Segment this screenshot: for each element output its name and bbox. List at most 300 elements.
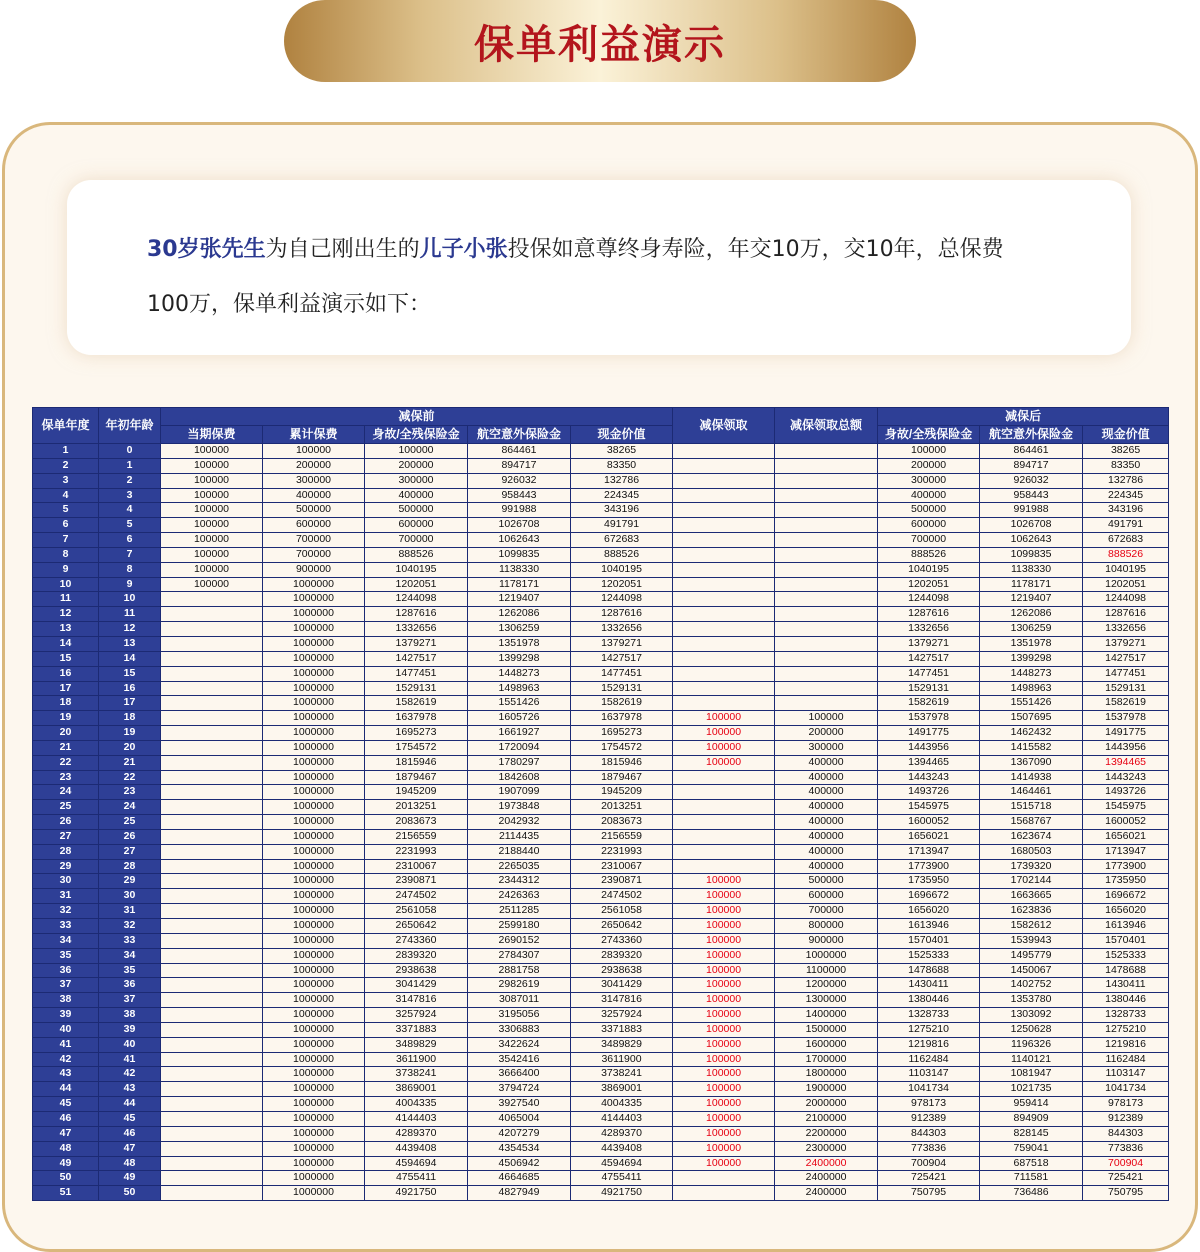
- cell-current-premium: [161, 978, 263, 993]
- cell-age: 32: [99, 919, 161, 934]
- cell-air-accident-before: 4207279: [468, 1126, 571, 1141]
- cell-current-premium: [161, 1037, 263, 1052]
- cell-cash-value-after: 725421: [1083, 1171, 1169, 1186]
- cell-cash-value-after: 1202051: [1083, 577, 1169, 592]
- cell-air-accident-before: 2881758: [468, 963, 571, 978]
- cell-withdraw: [673, 607, 775, 622]
- cell-death-benefit-after: 1570401: [878, 933, 980, 948]
- cell-air-accident-after: 1081947: [980, 1067, 1083, 1082]
- cell-age: 20: [99, 740, 161, 755]
- cell-death-benefit-before: 1244098: [365, 592, 468, 607]
- cell-withdraw: [673, 666, 775, 681]
- cell-death-benefit-before: 4755411: [365, 1171, 468, 1186]
- cell-death-benefit-after: 700904: [878, 1156, 980, 1171]
- cell-cash-value-after: 132786: [1083, 473, 1169, 488]
- cell-air-accident-before: 4354534: [468, 1141, 571, 1156]
- cell-age: 5: [99, 518, 161, 533]
- cell-policy-year: 3: [33, 473, 99, 488]
- cell-death-benefit-after: 1773900: [878, 859, 980, 874]
- table-row: [33, 1141, 1169, 1156]
- cell-cumulative-premium: 1000000: [263, 770, 365, 785]
- cell-death-benefit-after: 600000: [878, 518, 980, 533]
- cell-current-premium: [161, 859, 263, 874]
- cell-death-benefit-after: 1287616: [878, 607, 980, 622]
- cell-cash-value-before: 3147816: [571, 993, 673, 1008]
- cell-cash-value-before: 4144403: [571, 1111, 673, 1126]
- intro-highlight-son: 儿子小张: [419, 237, 508, 262]
- cell-cash-value-before: 3489829: [571, 1037, 673, 1052]
- cell-air-accident-before: 1026708: [468, 518, 571, 533]
- cell-withdraw: [673, 681, 775, 696]
- cell-cash-value-after: 844303: [1083, 1126, 1169, 1141]
- table-row: [33, 978, 1169, 993]
- cell-air-accident-after: 959414: [980, 1097, 1083, 1112]
- cell-cumulative-premium: 1000000: [263, 666, 365, 681]
- header-death-benefit-after: 身故/全残保险金: [878, 426, 980, 444]
- cell-age: 45: [99, 1111, 161, 1126]
- cell-death-benefit-before: 3371883: [365, 1022, 468, 1037]
- cell-death-benefit-after: 1328733: [878, 1008, 980, 1023]
- cell-withdraw-total: 1700000: [775, 1052, 878, 1067]
- cell-age: 35: [99, 963, 161, 978]
- cell-policy-year: 22: [33, 755, 99, 770]
- cell-cash-value-before: 4004335: [571, 1097, 673, 1112]
- cell-cumulative-premium: 1000000: [263, 933, 365, 948]
- cell-withdraw-total: 400000: [775, 755, 878, 770]
- cell-current-premium: [161, 1111, 263, 1126]
- cell-death-benefit-before: 2013251: [365, 800, 468, 815]
- cell-cumulative-premium: 1000000: [263, 1022, 365, 1037]
- cell-air-accident-after: 1414938: [980, 770, 1083, 785]
- cell-cash-value-after: 491791: [1083, 518, 1169, 533]
- cell-death-benefit-after: 1525333: [878, 948, 980, 963]
- cell-cumulative-premium: 1000000: [263, 740, 365, 755]
- cell-policy-year: 41: [33, 1037, 99, 1052]
- cell-death-benefit-before: 3257924: [365, 1008, 468, 1023]
- cell-cash-value-before: 2156559: [571, 829, 673, 844]
- cell-death-benefit-before: 4289370: [365, 1126, 468, 1141]
- cell-current-premium: 100000: [161, 533, 263, 548]
- cell-cash-value-after: 1478688: [1083, 963, 1169, 978]
- cell-death-benefit-after: 200000: [878, 458, 980, 473]
- cell-death-benefit-before: 1879467: [365, 770, 468, 785]
- cell-current-premium: [161, 800, 263, 815]
- cell-cash-value-after: 1244098: [1083, 592, 1169, 607]
- cell-air-accident-after: 1306259: [980, 622, 1083, 637]
- cell-death-benefit-before: 3147816: [365, 993, 468, 1008]
- cell-cumulative-premium: 1000000: [263, 1067, 365, 1082]
- cell-withdraw: [673, 800, 775, 815]
- cell-withdraw: [673, 1186, 775, 1201]
- cell-current-premium: 100000: [161, 488, 263, 503]
- cell-policy-year: 12: [33, 607, 99, 622]
- cell-cash-value-before: 343196: [571, 503, 673, 518]
- cell-air-accident-after: 1539943: [980, 933, 1083, 948]
- cell-cumulative-premium: 1000000: [263, 577, 365, 592]
- cell-cash-value-after: 1379271: [1083, 636, 1169, 651]
- cell-current-premium: [161, 1141, 263, 1156]
- cell-withdraw-total: [775, 666, 878, 681]
- cell-age: 38: [99, 1008, 161, 1023]
- cell-current-premium: 100000: [161, 518, 263, 533]
- cell-withdraw-total: [775, 696, 878, 711]
- cell-policy-year: 45: [33, 1097, 99, 1112]
- cell-cash-value-before: 1879467: [571, 770, 673, 785]
- cell-cash-value-before: 1040195: [571, 562, 673, 577]
- cell-death-benefit-after: 1613946: [878, 919, 980, 934]
- table-row: [33, 666, 1169, 681]
- cell-death-benefit-after: 978173: [878, 1097, 980, 1112]
- cell-air-accident-before: 2042932: [468, 815, 571, 830]
- cell-death-benefit-before: 1582619: [365, 696, 468, 711]
- cell-age: 49: [99, 1171, 161, 1186]
- cell-current-premium: 100000: [161, 473, 263, 488]
- cell-withdraw: [673, 488, 775, 503]
- cell-withdraw: [673, 859, 775, 874]
- cell-death-benefit-before: 1040195: [365, 562, 468, 577]
- cell-age: 14: [99, 651, 161, 666]
- table-row: [33, 963, 1169, 978]
- cell-withdraw-total: 500000: [775, 874, 878, 889]
- cell-policy-year: 37: [33, 978, 99, 993]
- cell-air-accident-after: 1262086: [980, 607, 1083, 622]
- cell-policy-year: 47: [33, 1126, 99, 1141]
- table-row: [33, 1067, 1169, 1082]
- table-row: [33, 1052, 1169, 1067]
- cell-cumulative-premium: 1000000: [263, 919, 365, 934]
- cell-death-benefit-before: 1815946: [365, 755, 468, 770]
- cell-death-benefit-before: 2743360: [365, 933, 468, 948]
- cell-policy-year: 20: [33, 726, 99, 741]
- cell-withdraw-total: 900000: [775, 933, 878, 948]
- header-air-accident-before: 航空意外保险金: [468, 426, 571, 444]
- cell-air-accident-before: 2426363: [468, 889, 571, 904]
- header-current-premium: 当期保费: [161, 426, 263, 444]
- cell-cash-value-before: 2561058: [571, 904, 673, 919]
- cell-withdraw-total: 1100000: [775, 963, 878, 978]
- cell-age: 41: [99, 1052, 161, 1067]
- cell-cumulative-premium: 1000000: [263, 607, 365, 622]
- cell-cash-value-before: 3611900: [571, 1052, 673, 1067]
- header-withdraw-total: 减保领取总额: [775, 408, 878, 444]
- table-row: [33, 681, 1169, 696]
- cell-cumulative-premium: 700000: [263, 547, 365, 562]
- cell-cash-value-after: 1287616: [1083, 607, 1169, 622]
- cell-death-benefit-after: 1443243: [878, 770, 980, 785]
- cell-current-premium: [161, 785, 263, 800]
- cell-age: 34: [99, 948, 161, 963]
- cell-air-accident-after: 1250628: [980, 1022, 1083, 1037]
- cell-age: 27: [99, 844, 161, 859]
- cell-air-accident-before: 1219407: [468, 592, 571, 607]
- cell-cumulative-premium: 1000000: [263, 636, 365, 651]
- cell-death-benefit-after: 750795: [878, 1186, 980, 1201]
- cell-current-premium: 100000: [161, 577, 263, 592]
- cell-withdraw: [673, 444, 775, 459]
- cell-current-premium: [161, 592, 263, 607]
- cell-air-accident-before: 3794724: [468, 1082, 571, 1097]
- cell-withdraw: 100000: [673, 1156, 775, 1171]
- cell-death-benefit-after: 1380446: [878, 993, 980, 1008]
- header-cumulative-premium: 累计保费: [263, 426, 365, 444]
- cell-withdraw: 100000: [673, 726, 775, 741]
- cell-cash-value-after: 1537978: [1083, 711, 1169, 726]
- cell-air-accident-before: 2344312: [468, 874, 571, 889]
- cell-air-accident-before: 1099835: [468, 547, 571, 562]
- cell-cash-value-after: 1735950: [1083, 874, 1169, 889]
- cell-death-benefit-after: 1202051: [878, 577, 980, 592]
- cell-cumulative-premium: 1000000: [263, 829, 365, 844]
- cell-death-benefit-after: 100000: [878, 444, 980, 459]
- cell-policy-year: 19: [33, 711, 99, 726]
- cell-air-accident-before: 3542416: [468, 1052, 571, 1067]
- cell-cash-value-after: 1477451: [1083, 666, 1169, 681]
- cell-age: 7: [99, 547, 161, 562]
- cell-policy-year: 2: [33, 458, 99, 473]
- cell-cash-value-before: 3041429: [571, 978, 673, 993]
- cell-age: 28: [99, 859, 161, 874]
- cell-withdraw-total: 2100000: [775, 1111, 878, 1126]
- cell-death-benefit-before: 300000: [365, 473, 468, 488]
- cell-air-accident-after: 736486: [980, 1186, 1083, 1201]
- cell-death-benefit-after: 1545975: [878, 800, 980, 815]
- cell-death-benefit-before: 3611900: [365, 1052, 468, 1067]
- cell-withdraw-total: 2400000: [775, 1156, 878, 1171]
- table-row: [33, 444, 1169, 459]
- cell-cumulative-premium: 1000000: [263, 800, 365, 815]
- cell-current-premium: [161, 829, 263, 844]
- cell-death-benefit-after: 1600052: [878, 815, 980, 830]
- cell-cumulative-premium: 1000000: [263, 1037, 365, 1052]
- table-row: [33, 726, 1169, 741]
- page-title: 保单利益演示: [474, 21, 726, 68]
- cell-cash-value-after: 1613946: [1083, 919, 1169, 934]
- cell-air-accident-before: 4506942: [468, 1156, 571, 1171]
- cell-withdraw: [673, 636, 775, 651]
- cell-policy-year: 27: [33, 829, 99, 844]
- benefit-table-container: [32, 407, 1168, 1201]
- table-row: [33, 919, 1169, 934]
- cell-withdraw-total: 2000000: [775, 1097, 878, 1112]
- cell-cash-value-after: 1427517: [1083, 651, 1169, 666]
- cell-withdraw: 100000: [673, 874, 775, 889]
- cell-withdraw: [673, 770, 775, 785]
- cell-death-benefit-before: 2650642: [365, 919, 468, 934]
- cell-withdraw: [673, 592, 775, 607]
- cell-current-premium: 100000: [161, 562, 263, 577]
- cell-withdraw-total: [775, 592, 878, 607]
- cell-withdraw-total: 1300000: [775, 993, 878, 1008]
- cell-cash-value-after: 1570401: [1083, 933, 1169, 948]
- header-withdraw: 减保领取: [673, 408, 775, 444]
- cell-withdraw-total: 1200000: [775, 978, 878, 993]
- cell-death-benefit-before: 1754572: [365, 740, 468, 755]
- table-row: [33, 815, 1169, 830]
- cell-withdraw: 100000: [673, 1037, 775, 1052]
- cell-air-accident-after: 1448273: [980, 666, 1083, 681]
- table-row: [33, 488, 1169, 503]
- cell-withdraw: [673, 533, 775, 548]
- intro-line-1: [147, 232, 1004, 263]
- cell-air-accident-before: 3422624: [468, 1037, 571, 1052]
- cell-policy-year: 31: [33, 889, 99, 904]
- cell-withdraw-total: [775, 518, 878, 533]
- cell-current-premium: [161, 696, 263, 711]
- table-row: [33, 503, 1169, 518]
- cell-death-benefit-before: 100000: [365, 444, 468, 459]
- cell-cumulative-premium: 1000000: [263, 1082, 365, 1097]
- cell-withdraw-total: [775, 577, 878, 592]
- cell-cash-value-after: 912389: [1083, 1111, 1169, 1126]
- cell-age: 47: [99, 1141, 161, 1156]
- table-row: [33, 1126, 1169, 1141]
- cell-policy-year: 8: [33, 547, 99, 562]
- cell-withdraw-total: 400000: [775, 859, 878, 874]
- cell-policy-year: 32: [33, 904, 99, 919]
- cell-withdraw: 100000: [673, 1052, 775, 1067]
- cell-death-benefit-after: 773836: [878, 1141, 980, 1156]
- cell-cash-value-after: 1493726: [1083, 785, 1169, 800]
- cell-current-premium: [161, 904, 263, 919]
- cell-age: 21: [99, 755, 161, 770]
- cell-withdraw: [673, 1171, 775, 1186]
- cell-cumulative-premium: 1000000: [263, 859, 365, 874]
- cell-withdraw-total: [775, 444, 878, 459]
- cell-policy-year: 18: [33, 696, 99, 711]
- cell-death-benefit-after: 1529131: [878, 681, 980, 696]
- cell-death-benefit-before: 600000: [365, 518, 468, 533]
- cell-policy-year: 38: [33, 993, 99, 1008]
- cell-cash-value-before: 491791: [571, 518, 673, 533]
- cell-air-accident-before: 3195056: [468, 1008, 571, 1023]
- cell-death-benefit-before: 4004335: [365, 1097, 468, 1112]
- cell-withdraw: 100000: [673, 993, 775, 1008]
- cell-air-accident-before: 1605726: [468, 711, 571, 726]
- table-row: [33, 622, 1169, 637]
- cell-cash-value-before: 4594694: [571, 1156, 673, 1171]
- cell-air-accident-after: 1402752: [980, 978, 1083, 993]
- cell-policy-year: 16: [33, 666, 99, 681]
- header-after-reduction: 减保后: [878, 408, 1169, 426]
- cell-cumulative-premium: 1000000: [263, 1171, 365, 1186]
- cell-age: 46: [99, 1126, 161, 1141]
- cell-withdraw: [673, 473, 775, 488]
- cell-current-premium: [161, 1022, 263, 1037]
- cell-cash-value-before: 2083673: [571, 815, 673, 830]
- cell-current-premium: [161, 948, 263, 963]
- cell-withdraw: 100000: [673, 1008, 775, 1023]
- cell-withdraw: [673, 696, 775, 711]
- table-row: [33, 577, 1169, 592]
- cell-air-accident-after: 926032: [980, 473, 1083, 488]
- cell-cumulative-premium: 1000000: [263, 1126, 365, 1141]
- cell-cumulative-premium: 200000: [263, 458, 365, 473]
- cell-cash-value-before: 1287616: [571, 607, 673, 622]
- cell-cash-value-before: 4921750: [571, 1186, 673, 1201]
- cell-age: 37: [99, 993, 161, 1008]
- cell-cash-value-after: 1328733: [1083, 1008, 1169, 1023]
- cell-death-benefit-after: 500000: [878, 503, 980, 518]
- table-row: [33, 1186, 1169, 1201]
- cell-air-accident-after: 1462432: [980, 726, 1083, 741]
- cell-withdraw: [673, 829, 775, 844]
- cell-cash-value-after: 672683: [1083, 533, 1169, 548]
- cell-cash-value-after: 773836: [1083, 1141, 1169, 1156]
- cell-air-accident-before: 1262086: [468, 607, 571, 622]
- cell-death-benefit-before: 1945209: [365, 785, 468, 800]
- header-air-accident-after: 航空意外保险金: [980, 426, 1083, 444]
- cell-air-accident-before: 864461: [468, 444, 571, 459]
- cell-cash-value-before: 1244098: [571, 592, 673, 607]
- cell-policy-year: 39: [33, 1008, 99, 1023]
- header-policy-year: 保单年度: [33, 408, 99, 444]
- cell-withdraw: [673, 577, 775, 592]
- cell-air-accident-after: 1196326: [980, 1037, 1083, 1052]
- cell-air-accident-after: 894717: [980, 458, 1083, 473]
- cell-cash-value-before: 672683: [571, 533, 673, 548]
- cell-air-accident-before: 1780297: [468, 755, 571, 770]
- cell-death-benefit-after: 1219816: [878, 1037, 980, 1052]
- cell-cash-value-after: 1443956: [1083, 740, 1169, 755]
- cell-current-premium: [161, 681, 263, 696]
- cell-death-benefit-after: 1244098: [878, 592, 980, 607]
- cell-policy-year: 28: [33, 844, 99, 859]
- header-age: 年初年龄: [99, 408, 161, 444]
- cell-withdraw-total: [775, 473, 878, 488]
- cell-age: 39: [99, 1022, 161, 1037]
- cell-cash-value-after: 1491775: [1083, 726, 1169, 741]
- cell-cumulative-premium: 500000: [263, 503, 365, 518]
- cell-policy-year: 42: [33, 1052, 99, 1067]
- cell-death-benefit-after: 1491775: [878, 726, 980, 741]
- cell-cash-value-after: 1394465: [1083, 755, 1169, 770]
- intro-text-2: 投保如意尊终身寿险，年交10万，交10年，总保费: [507, 237, 1004, 262]
- table-row: [33, 785, 1169, 800]
- cell-air-accident-after: 1702144: [980, 874, 1083, 889]
- cell-air-accident-before: 1448273: [468, 666, 571, 681]
- cell-withdraw-total: 700000: [775, 904, 878, 919]
- cell-air-accident-before: 1551426: [468, 696, 571, 711]
- cell-policy-year: 17: [33, 681, 99, 696]
- cell-cumulative-premium: 1000000: [263, 1111, 365, 1126]
- cell-policy-year: 49: [33, 1156, 99, 1171]
- benefit-table: [32, 407, 1169, 1201]
- cell-current-premium: [161, 1171, 263, 1186]
- cell-cash-value-before: 1695273: [571, 726, 673, 741]
- cell-withdraw-total: 1400000: [775, 1008, 878, 1023]
- cell-age: 22: [99, 770, 161, 785]
- cell-air-accident-after: 1568767: [980, 815, 1083, 830]
- cell-cash-value-after: 1713947: [1083, 844, 1169, 859]
- cell-cash-value-before: 2938638: [571, 963, 673, 978]
- cell-withdraw: 100000: [673, 889, 775, 904]
- cell-cash-value-after: 1332656: [1083, 622, 1169, 637]
- cell-withdraw-total: 1900000: [775, 1082, 878, 1097]
- cell-death-benefit-after: 725421: [878, 1171, 980, 1186]
- cell-air-accident-before: 2188440: [468, 844, 571, 859]
- cell-age: 23: [99, 785, 161, 800]
- cell-current-premium: 100000: [161, 458, 263, 473]
- table-row: [33, 904, 1169, 919]
- cell-cash-value-after: 888526: [1083, 547, 1169, 562]
- cell-policy-year: 46: [33, 1111, 99, 1126]
- cell-cash-value-after: 1600052: [1083, 815, 1169, 830]
- table-row: [33, 1037, 1169, 1052]
- title-banner: [284, 0, 916, 82]
- cell-cumulative-premium: 1000000: [263, 1052, 365, 1067]
- cell-death-benefit-after: 300000: [878, 473, 980, 488]
- cell-death-benefit-before: 2156559: [365, 829, 468, 844]
